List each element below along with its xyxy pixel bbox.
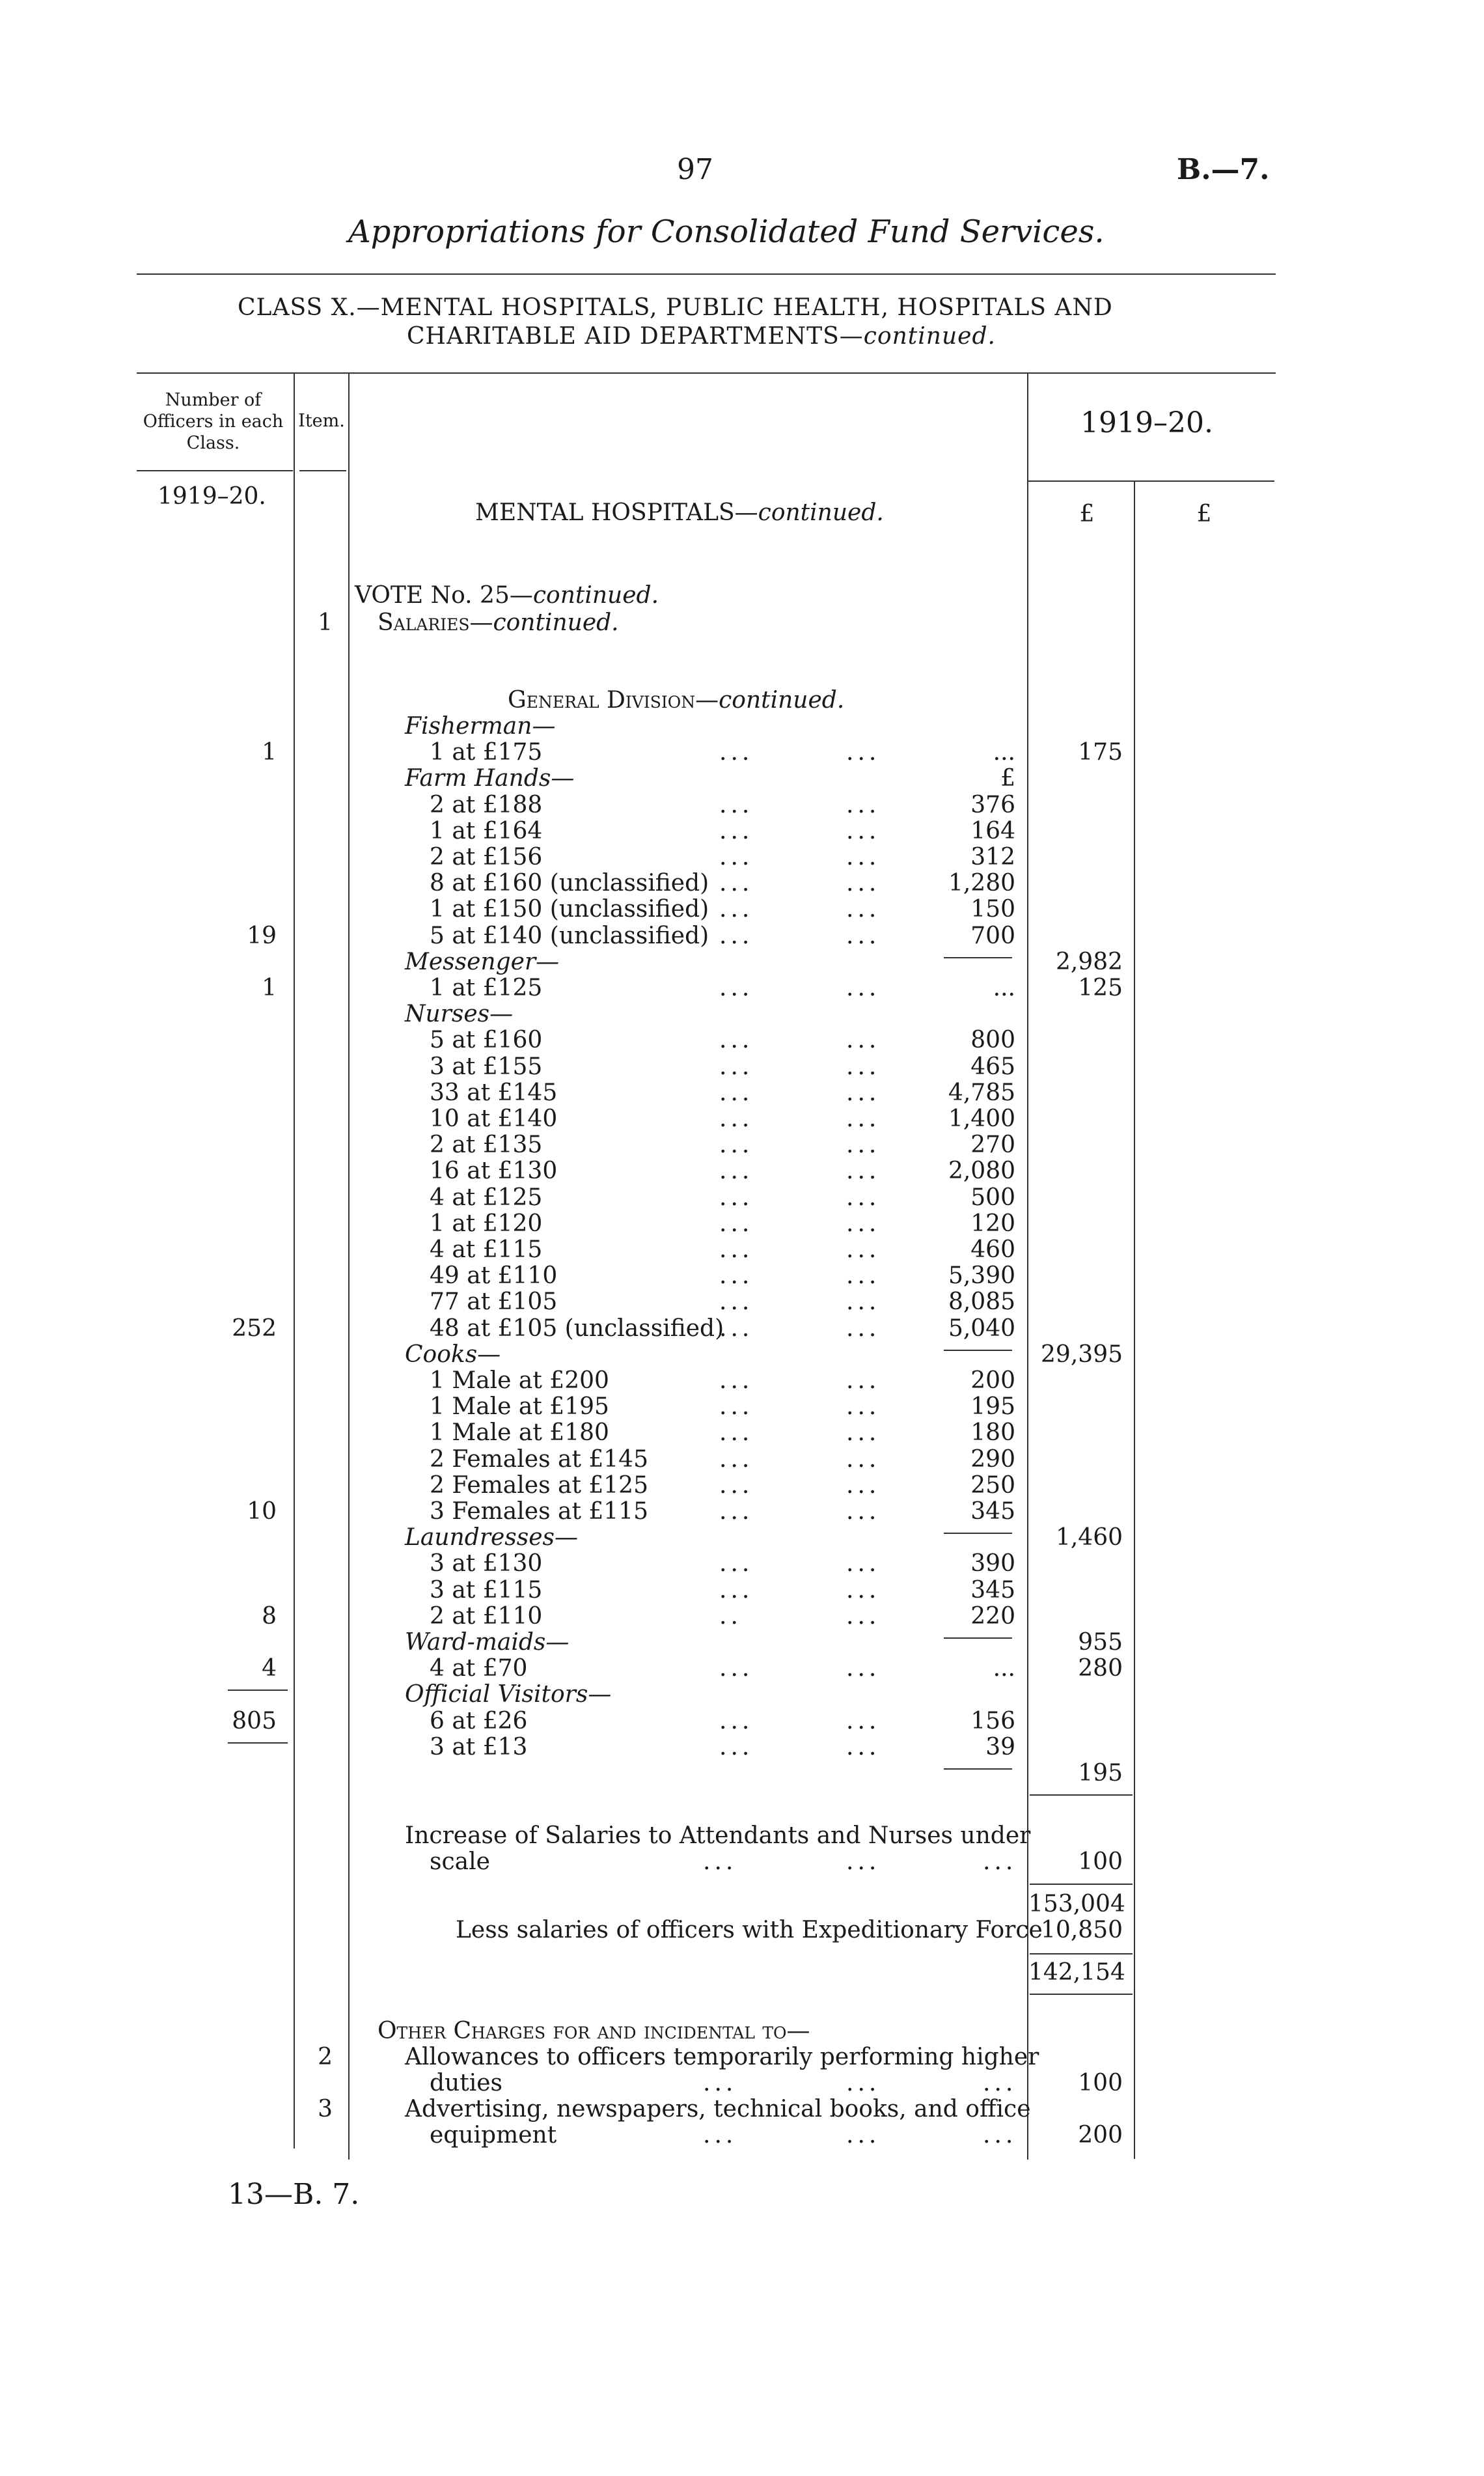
entry-amount: 1,280 — [948, 870, 1015, 897]
entry-amount: 1,400 — [948, 1106, 1015, 1132]
subtotal-rule — [944, 1533, 1012, 1534]
subtotal-rule — [944, 1768, 1012, 1770]
leader-dots: ... — [983, 2122, 1017, 2149]
leader-dots: ... — [846, 1848, 881, 1875]
officer-count-rule — [228, 1690, 288, 1691]
leader-dots: ... — [846, 1419, 881, 1446]
page-reference: B.—7. — [1177, 153, 1270, 186]
entry-amount: 120 — [970, 1210, 1015, 1237]
entry-amount: 200 — [970, 1367, 1015, 1394]
leader-dots: ... — [846, 1550, 881, 1577]
leader-dots: ... — [846, 1734, 881, 1760]
entry-amount: 5,040 — [948, 1315, 1015, 1342]
leader-dots: ... — [846, 975, 881, 1001]
category-label: Farm Hands— — [405, 765, 575, 792]
other-charge-total: 200 — [1078, 2122, 1123, 2149]
leader-dots: ... — [719, 1079, 754, 1106]
entry-label: 3 at £155 — [430, 1053, 543, 1080]
leader-dots: ... — [719, 1210, 754, 1237]
officer-count: 1 — [262, 975, 277, 1001]
entry-label: 4 at £70 — [430, 1655, 528, 1682]
officer-count: 805 — [232, 1708, 277, 1734]
leader-dots: ... — [719, 923, 754, 949]
entry-amount: 150 — [970, 896, 1015, 923]
leader-dots: ... — [846, 1577, 881, 1604]
subtotal-amount: 195 — [1078, 1760, 1123, 1787]
category-label: Cooks— — [405, 1341, 501, 1368]
entry-amount: 4,785 — [948, 1079, 1015, 1106]
entry-label: 1 at £150 (unclassified) — [430, 896, 709, 923]
entry-label: 6 at £26 — [430, 1708, 528, 1734]
other-charge-total: 100 — [1078, 2070, 1123, 2096]
entry-label: 3 at £115 — [430, 1577, 543, 1604]
footer-reference: 13—B. 7. — [228, 2178, 360, 2211]
leader-dots: ... — [846, 1472, 881, 1499]
leader-dots: ... — [719, 1158, 754, 1184]
entry-amount: 345 — [970, 1577, 1015, 1604]
leader-dots: .. — [719, 1603, 742, 1630]
leader-dots: ... — [846, 844, 881, 870]
category-label: Messenger— — [405, 949, 560, 975]
entry-label: 5 at £140 (unclassified) — [430, 923, 709, 949]
entry-amount: 312 — [970, 844, 1015, 870]
entry-label: 4 at £125 — [430, 1184, 543, 1211]
entry-label: 33 at £145 — [430, 1079, 558, 1106]
leader-dots: ... — [719, 1708, 754, 1734]
entry-label: 77 at £105 — [430, 1288, 558, 1315]
other-charge-line2: equipment — [430, 2122, 557, 2149]
other-charges-heading: Other Charges for and incidental to— — [378, 2018, 810, 2044]
leader-dots: ... — [846, 1708, 881, 1734]
leader-dots: ... — [846, 1053, 881, 1080]
entry-amount: 164 — [970, 818, 1015, 844]
leader-dots: ... — [983, 2070, 1017, 2096]
leader-dots: ... — [719, 739, 754, 766]
leader-dots: ... — [846, 1393, 881, 1420]
leader-dots: ... — [719, 1288, 754, 1315]
entry-amount: 345 — [970, 1498, 1015, 1525]
leader-dots: ... — [719, 1184, 754, 1211]
gross-total: 153,004 — [1028, 1891, 1125, 1917]
other-charge-line1: Advertising, newspapers, technical books, and office — [405, 2096, 1031, 2122]
leader-dots: ... — [846, 818, 881, 844]
entry-label: 3 Females at £115 — [430, 1498, 648, 1525]
entry-label: 3 at £130 — [430, 1550, 543, 1577]
increase-total: 100 — [1078, 1848, 1123, 1875]
entry-amount: £ — [1000, 765, 1015, 792]
item-column-header: Item. — [298, 411, 345, 431]
leader-dots: ... — [719, 844, 754, 870]
officer-count: 10 — [247, 1498, 277, 1525]
subtotal-amount: 125 — [1078, 975, 1123, 1001]
entry-label: 1 Male at £200 — [430, 1367, 609, 1394]
item-number-2: 2 — [318, 2044, 333, 2070]
entry-amount: 8,085 — [948, 1288, 1015, 1315]
entry-amount: 460 — [970, 1236, 1015, 1263]
leader-dots: ... — [846, 1446, 881, 1473]
leader-dots: ... — [719, 1655, 754, 1682]
pound-symbol-col2: £ — [1196, 501, 1212, 527]
entry-label: 2 at £110 — [430, 1603, 543, 1630]
entry-label: 1 at £175 — [430, 739, 543, 766]
officer-count: 1 — [262, 739, 277, 766]
leader-dots: ... — [703, 2070, 737, 2096]
leader-dots: ... — [846, 923, 881, 949]
category-label: Ward-maids— — [405, 1629, 570, 1656]
category-label: Laundresses— — [405, 1524, 579, 1551]
item-number-3: 3 — [318, 2096, 333, 2122]
leader-dots: ... — [983, 1848, 1017, 1875]
page-title: Appropriations for Consolidated Fund Services. — [348, 214, 1105, 250]
entry-amount: 500 — [970, 1184, 1015, 1211]
leader-dots: ... — [846, 1210, 881, 1237]
entry-amount: 195 — [970, 1393, 1015, 1420]
leader-dots: ... — [846, 1236, 881, 1263]
leader-dots: ... — [719, 870, 754, 897]
leader-dots: ... — [846, 1315, 881, 1342]
leader-dots: ... — [719, 1132, 754, 1158]
leader-dots: ... — [719, 1446, 754, 1473]
subtotal-amount: 175 — [1078, 739, 1123, 766]
leader-dots: ... — [846, 1106, 881, 1132]
leader-dots: ... — [846, 870, 881, 897]
leader-dots: ... — [719, 1550, 754, 1577]
officer-count-rule — [228, 1742, 288, 1744]
entry-label: 1 at £120 — [430, 1210, 543, 1237]
leader-dots: ... — [719, 1053, 754, 1080]
leader-dots: ... — [846, 739, 881, 766]
subtotal-amount: 1,460 — [1055, 1524, 1123, 1551]
category-label: Official Visitors— — [405, 1681, 612, 1708]
leader-dots: ... — [846, 1158, 881, 1184]
section-heading: MENTAL HOSPITALS—continued. — [475, 499, 884, 526]
entry-amount: 465 — [970, 1053, 1015, 1080]
category-label: Fisherman— — [405, 713, 556, 740]
other-charge-line1: Allowances to officers temporarily performing higher — [405, 2044, 1039, 2070]
leader-dots: ... — [719, 792, 754, 818]
general-division-heading: General Division—continued. — [508, 687, 845, 714]
entry-amount: ... — [993, 975, 1015, 1001]
entry-label: 3 at £13 — [430, 1734, 528, 1760]
leader-dots: ... — [846, 1262, 881, 1289]
leader-dots: ... — [719, 1734, 754, 1760]
leader-dots: ... — [846, 1498, 881, 1525]
leader-dots: ... — [846, 896, 881, 923]
leader-dots: ... — [719, 1498, 754, 1525]
salaries-subheading: Salaries—continued. — [378, 609, 619, 636]
entry-amount: 2,080 — [948, 1158, 1015, 1184]
officer-count: 252 — [232, 1315, 277, 1342]
entry-label: 49 at £110 — [430, 1262, 558, 1289]
entry-amount: 220 — [970, 1603, 1015, 1630]
leader-dots: ... — [719, 896, 754, 923]
entry-amount: 390 — [970, 1550, 1015, 1577]
leader-dots: ... — [719, 1236, 754, 1263]
leader-dots: ... — [719, 1419, 754, 1446]
officer-count: 4 — [262, 1655, 277, 1682]
leader-dots: ... — [719, 1393, 754, 1420]
leader-dots: ... — [846, 1027, 881, 1053]
entry-amount: 250 — [970, 1472, 1015, 1499]
entry-label: 1 at £125 — [430, 975, 543, 1001]
leader-dots: ... — [719, 1577, 754, 1604]
pound-symbol-col1: £ — [1079, 501, 1095, 527]
leader-dots: ... — [719, 1027, 754, 1053]
officer-count: 19 — [247, 923, 277, 949]
leader-dots: ... — [719, 1472, 754, 1499]
leader-dots: ... — [846, 1184, 881, 1211]
entry-amount: 290 — [970, 1446, 1015, 1473]
subtotal-amount: 29,395 — [1041, 1341, 1123, 1368]
entry-label: 8 at £160 (unclassified) — [430, 870, 709, 897]
leader-dots: ... — [719, 1315, 754, 1342]
entry-label: 2 at £135 — [430, 1132, 543, 1158]
less-amount: 10,850 — [1041, 1917, 1123, 1943]
leader-dots: ... — [703, 2122, 737, 2149]
leader-dots: ... — [846, 1367, 881, 1394]
leader-dots: ... — [719, 1106, 754, 1132]
entry-label: 2 Females at £125 — [430, 1472, 648, 1499]
entry-label: 5 at £160 — [430, 1027, 543, 1053]
entry-amount: 5,390 — [948, 1262, 1015, 1289]
year-left-label: 1919–20. — [158, 483, 266, 510]
subtotal-amount: 2,982 — [1055, 949, 1123, 975]
entry-label: 1 Male at £195 — [430, 1393, 609, 1420]
net-total: 142,154 — [1028, 1959, 1125, 1986]
increase-line1: Increase of Salaries to Attendants and Nurses under — [405, 1822, 1031, 1849]
subtotal-rule — [944, 1350, 1012, 1351]
year-column-header: 1919–20. — [1080, 406, 1213, 439]
class-heading-line1: CLASS X.—MENTAL HOSPITALS, PUBLIC HEALTH, HOSPITALS AND — [238, 294, 1113, 321]
vote-heading: VOTE No. 25—continued. — [355, 582, 659, 609]
leader-dots: ... — [703, 1848, 737, 1875]
entry-label: 1 Male at £180 — [430, 1419, 609, 1446]
entry-label: 16 at £130 — [430, 1158, 558, 1184]
entry-label: 4 at £115 — [430, 1236, 543, 1263]
entry-label: 2 at £188 — [430, 792, 543, 818]
entry-amount: 376 — [970, 792, 1015, 818]
subtotal-rule — [944, 957, 1012, 958]
entry-label: 2 at £156 — [430, 844, 543, 870]
entry-amount: 39 — [985, 1734, 1015, 1760]
entry-amount: 270 — [970, 1132, 1015, 1158]
entry-amount: 156 — [970, 1708, 1015, 1734]
category-label: Nurses— — [405, 1001, 514, 1027]
entry-amount: ... — [993, 739, 1015, 766]
leader-dots: ... — [846, 1655, 881, 1682]
class-heading-line2: CHARITABLE AID DEPARTMENTS—continued. — [407, 323, 996, 350]
subtotal-amount: 955 — [1078, 1629, 1123, 1656]
entry-amount: 180 — [970, 1419, 1015, 1446]
leader-dots: ... — [846, 792, 881, 818]
leader-dots: ... — [846, 1603, 881, 1630]
leader-dots: ... — [719, 975, 754, 1001]
officer-count: 8 — [262, 1603, 277, 1630]
leader-dots: ... — [846, 1132, 881, 1158]
entry-label: 10 at £140 — [430, 1106, 558, 1132]
total-rule — [1030, 1794, 1133, 1796]
subtotal-amount: 280 — [1078, 1655, 1123, 1682]
entry-label: 48 at £105 (unclassified) — [430, 1315, 724, 1342]
leader-dots: ... — [846, 2122, 881, 2149]
other-charge-line2: duties — [430, 2070, 502, 2096]
entry-amount: 800 — [970, 1027, 1015, 1053]
leader-dots: ... — [719, 1262, 754, 1289]
leader-dots: ... — [846, 1288, 881, 1315]
item-number-1: 1 — [318, 609, 333, 636]
entry-amount: 700 — [970, 923, 1015, 949]
entry-label: 2 Females at £145 — [430, 1446, 648, 1473]
officers-column-header: Number of Officers in each Class. — [143, 390, 284, 453]
page-number: 97 — [677, 153, 713, 186]
leader-dots: ... — [719, 818, 754, 844]
leader-dots: ... — [719, 1367, 754, 1394]
less-label: Less salaries of officers with Expeditionary Force — [456, 1917, 1043, 1943]
entry-amount: ... — [993, 1655, 1015, 1682]
increase-line2: scale — [430, 1848, 490, 1875]
entry-label: 1 at £164 — [430, 818, 543, 844]
leader-dots: ... — [846, 2070, 881, 2096]
leader-dots: ... — [846, 1079, 881, 1106]
subtotal-rule — [944, 1637, 1012, 1639]
